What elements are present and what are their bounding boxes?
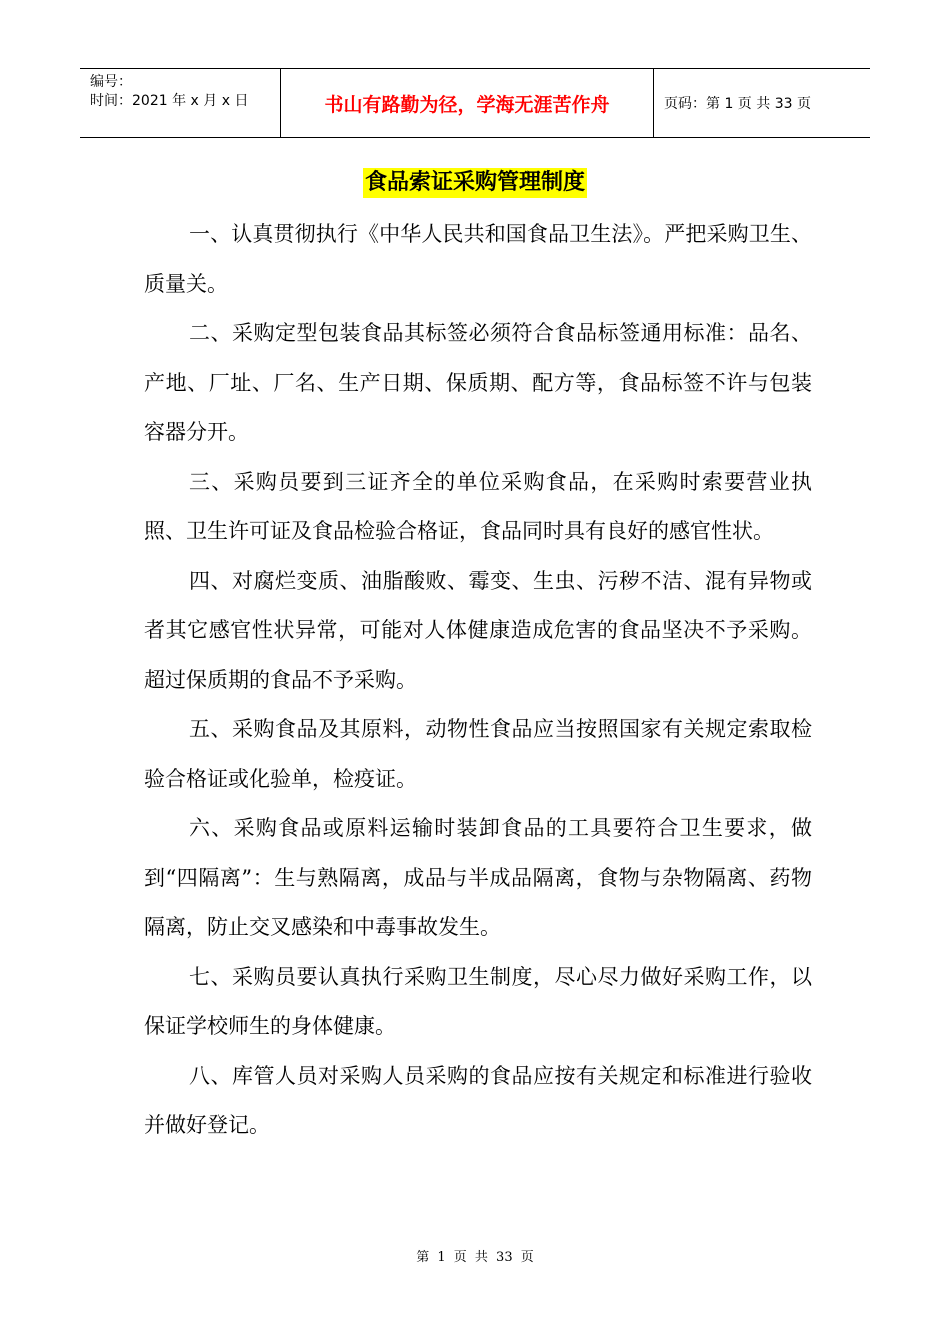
header-motto: 书山有路勤为径，学海无涯苦作舟: [281, 69, 654, 137]
title-container: [0, 168, 950, 198]
header-meta: [80, 69, 281, 137]
page-header: [80, 68, 870, 138]
page-footer: 第 1 页 共 33 页: [416, 1250, 534, 1265]
document-body: [144, 210, 812, 1151]
paragraph-2: 二、采购定型包装食品其标签必须符合食品标签通用标准：品名、产地、厂址、厂名、生产日期、保质期、配方等，食品标签不许与包装容器分开。: [144, 321, 812, 444]
header-page-info: 页码：第 1 页 共 33 页: [664, 96, 811, 112]
paragraph-4: 四、对腐烂变质、油脂酸败、霉变、生虫、污秽不洁、混有异物或者其它感官性状异常，可能对人体健康造成危害的食品坚决不予采购。超过保质期的食品不予采购。: [144, 568, 812, 692]
paragraph-6: 六、采购食品或原料运输时装卸食品的工具要符合卫生要求，做到“四隔离”：生与熟隔离，成品与半成品隔离，食物与杂物隔离、药物隔离，防止交叉感染和中毒事故发生。: [144, 816, 812, 939]
paragraph-1: 一、认真贯彻执行《中华人民共和国食品卫生法》。严把采购卫生、质量关。: [144, 222, 812, 296]
paragraph-8: 八、库管人员对采购人员采购的食品应按有关规定和标准进行验收并做好登记。: [144, 1063, 812, 1137]
paragraph-3: 三、采购员要到三证齐全的单位采购食品，在采购时索要营业执照、卫生许可证及食品检验合格证，食品同时具有良好的感官性状。: [144, 469, 812, 543]
paragraph-7: 七、采购员要认真执行采购卫生制度，尽心尽力做好采购工作，以保证学校师生的身体健康。: [144, 964, 812, 1038]
document-title: 食品索证采购管理制度: [363, 168, 587, 198]
document-number-label: 编号：: [90, 74, 132, 90]
paragraph-5: 五、采购食品及其原料，动物性食品应当按照国家有关规定索取检验合格证或化验单，检疫证。: [144, 717, 812, 791]
document-date-label: 时间：2021 年 x 月 x 日: [90, 93, 249, 109]
